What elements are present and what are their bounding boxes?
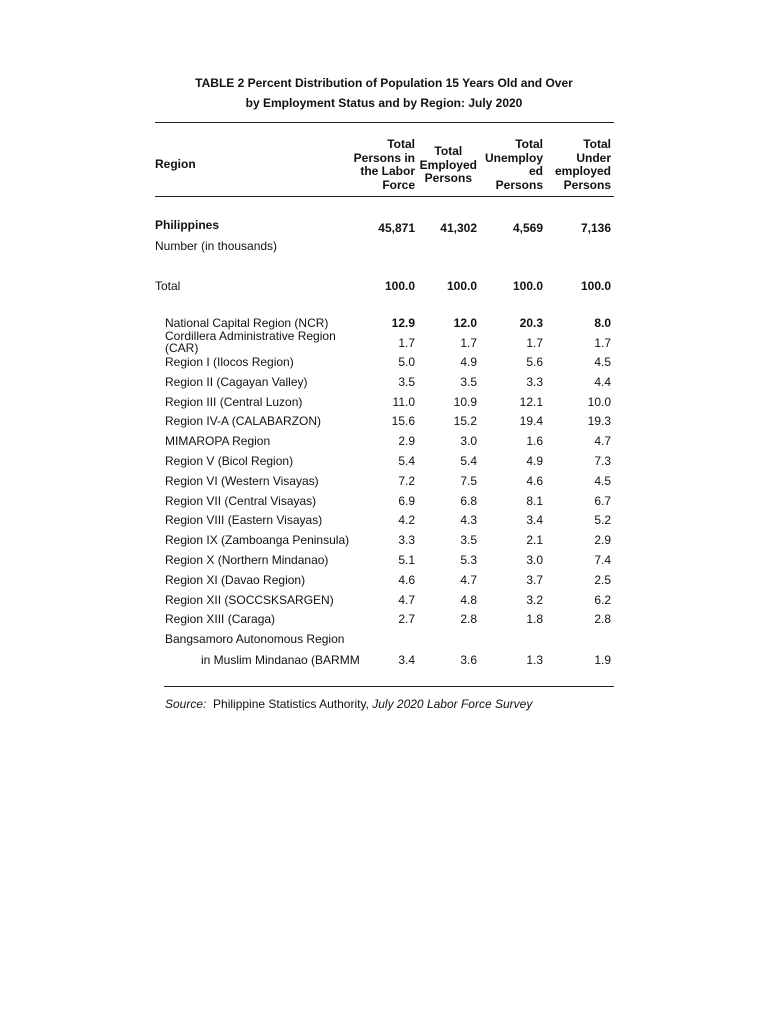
header-col-underemployed — [555, 138, 611, 192]
row-label: Region IX (Zamboanga Peninsula) — [165, 533, 350, 548]
row-label: Region V (Bicol Region) — [165, 454, 294, 468]
source-prefix: Source: — [165, 697, 207, 711]
cell-labor-force: 3.5 — [398, 374, 415, 389]
cell-employed: 5.4 — [460, 454, 477, 468]
table-row — [0, 355, 768, 373]
header-col2-line: Persons — [424, 171, 472, 185]
cell-employed: 2.8 — [460, 612, 477, 627]
cell-employed: 1.7 — [460, 336, 477, 350]
cell-underemployed: 6.7 — [594, 493, 611, 508]
cell-employed: 6.8 — [460, 493, 477, 508]
table-row — [0, 573, 768, 591]
cell-unemployed: 3.0 — [526, 553, 543, 567]
cell-labor-force: 3.4 — [398, 653, 415, 667]
cell-labor-force: 3.3 — [398, 533, 415, 548]
cell-unemployed: 3.3 — [526, 374, 543, 389]
cell-labor-force: 45,871 — [378, 221, 415, 235]
cell-unemployed: 4,569 — [512, 221, 543, 235]
header-col3-line: ed — [528, 164, 543, 178]
row-label: Region VI (Western Visayas) — [165, 473, 319, 488]
cell-employed: 41,302 — [440, 221, 477, 235]
cell-labor-force: 5.1 — [398, 553, 415, 567]
row-label: Region I (Ilocos Region) — [165, 355, 294, 369]
cell-labor-force: 6.9 — [398, 493, 415, 508]
table-row — [0, 593, 768, 611]
table-row — [0, 553, 768, 571]
cell-labor-force: 1.7 — [398, 336, 415, 350]
row-label: Region III (Central Luzon) — [165, 394, 303, 409]
row-label: Philippines — [155, 218, 220, 232]
cell-underemployed: 19.3 — [587, 414, 611, 429]
cell-unemployed: 1.8 — [526, 612, 543, 627]
table-row-ncr — [0, 316, 768, 334]
table-title-line2: by Employment Status and by Region: July 2020 — [245, 96, 523, 110]
cell-labor-force: 12.9 — [391, 316, 415, 330]
cell-labor-force: 5.0 — [398, 355, 415, 369]
cell-employed: 3.5 — [460, 374, 477, 389]
row-label: Region VII (Central Visayas) — [165, 493, 317, 508]
cell-underemployed: 2.9 — [594, 533, 611, 548]
table-row — [0, 612, 768, 630]
row-label: Region II (Cagayan Valley) — [165, 374, 308, 389]
header-col-unemployed — [485, 138, 543, 192]
cell-labor-force: 2.7 — [398, 612, 415, 627]
header-col1-line: the Labor — [360, 164, 415, 178]
table-row — [0, 375, 768, 393]
cell-underemployed: 8.0 — [594, 316, 611, 330]
top-rule — [155, 122, 614, 123]
cell-underemployed: 7.3 — [594, 454, 611, 468]
cell-employed: 4.3 — [460, 513, 477, 528]
table-row — [0, 454, 768, 472]
cell-employed: 3.0 — [460, 434, 477, 449]
header-col4-line: Under — [576, 150, 611, 165]
cell-labor-force: 15.6 — [391, 414, 415, 429]
header-col3-line: Total — [515, 137, 543, 151]
table-row — [0, 414, 768, 432]
table-title-line1: TABLE 2 Percent Distribution of Population 15 Years Old and Over — [195, 76, 573, 90]
bottom-rule — [164, 686, 614, 687]
number-unit-note: Number (in thousands) — [155, 239, 278, 253]
row-label: Region XIII (Caraga) — [165, 612, 276, 627]
table-row — [0, 533, 768, 551]
header-col-labor-force — [354, 138, 415, 192]
cell-underemployed: 4.5 — [594, 473, 611, 488]
header-col1-line: Total — [387, 137, 415, 151]
row-label: Region XI (Davao Region) — [165, 572, 306, 587]
cell-employed: 3.5 — [460, 533, 477, 548]
cell-unemployed: 12.1 — [519, 394, 543, 409]
table-row — [0, 513, 768, 531]
cell-employed: 4.7 — [460, 572, 477, 587]
cell-labor-force: 4.6 — [398, 572, 415, 587]
row-label: Region X (Northern Mindanao) — [165, 553, 329, 567]
header-col1-line: Force — [382, 177, 415, 192]
cell-underemployed: 4.7 — [594, 434, 611, 449]
cell-employed: 3.6 — [460, 653, 477, 667]
table-row — [0, 434, 768, 452]
cell-labor-force: 4.2 — [398, 513, 415, 528]
cell-labor-force: 5.4 — [398, 454, 415, 468]
header-col4-line: Total — [583, 137, 611, 151]
row-label: Region VIII (Eastern Visayas) — [165, 513, 323, 528]
row-label: National Capital Region (NCR) — [165, 316, 329, 330]
cell-employed: 10.9 — [453, 394, 477, 409]
cell-underemployed: 4.4 — [594, 374, 611, 389]
table-row-total — [0, 279, 768, 297]
car-label-line1: Cordillera Administrative Region — [165, 329, 336, 343]
header-col1-line: Persons in — [353, 150, 415, 165]
barmm-label-line1: Bangsamoro Autonomous Region — [165, 632, 345, 646]
table-row — [0, 474, 768, 492]
source-org: Philippine Statistics Authority, — [213, 697, 369, 711]
cell-labor-force: 100.0 — [384, 279, 415, 293]
cell-employed: 7.5 — [460, 473, 477, 488]
cell-labor-force: 11.0 — [392, 394, 415, 409]
cell-unemployed: 19.4 — [519, 414, 543, 429]
header-col4-line: Persons — [563, 177, 611, 192]
cell-labor-force: 7.2 — [398, 473, 415, 488]
cell-underemployed: 1.9 — [594, 653, 611, 667]
cell-underemployed: 6.2 — [594, 592, 611, 607]
cell-labor-force: 4.7 — [398, 592, 415, 607]
cell-underemployed: 5.2 — [594, 513, 611, 528]
cell-unemployed: 8.1 — [526, 493, 543, 508]
header-region: Region — [155, 157, 196, 171]
header-col3-line: Unemploy — [484, 150, 543, 165]
cell-unemployed: 100.0 — [512, 279, 543, 293]
cell-underemployed: 2.8 — [594, 612, 611, 627]
cell-employed: 4.9 — [460, 355, 477, 369]
row-label: MIMAROPA Region — [165, 434, 271, 449]
header-rule — [155, 196, 614, 197]
cell-underemployed: 1.7 — [594, 336, 611, 350]
header-col2-line: Employed — [419, 157, 477, 172]
table-row-car — [0, 336, 768, 354]
cell-employed: 4.8 — [460, 592, 477, 607]
source-note — [165, 697, 532, 711]
cell-unemployed: 2.1 — [526, 533, 543, 548]
cell-unemployed: 5.6 — [526, 355, 543, 369]
cell-underemployed: 2.5 — [594, 572, 611, 587]
header-col-employed — [420, 145, 477, 186]
header-col3-line: Persons — [495, 177, 543, 192]
cell-unemployed: 3.2 — [526, 592, 543, 607]
row-label: Region IV-A (CALABARZON) — [165, 414, 322, 429]
cell-employed: 15.2 — [453, 414, 477, 429]
cell-unemployed: 3.4 — [526, 513, 543, 528]
cell-unemployed: 1.6 — [526, 434, 543, 449]
source-survey: July 2020 Labor Force Survey — [372, 697, 533, 711]
car-label-line2: (CAR) — [165, 341, 199, 355]
table-row — [0, 494, 768, 512]
cell-underemployed: 7,136 — [580, 221, 611, 235]
table-row-philippines — [0, 218, 768, 236]
cell-unemployed: 1.7 — [526, 336, 543, 350]
table-row-barmm — [0, 653, 768, 671]
cell-unemployed: 1.3 — [526, 653, 543, 667]
row-label: Region XII (SOCCSKSARGEN) — [165, 592, 334, 607]
header-col2-line: Total — [434, 144, 463, 158]
cell-unemployed: 4.6 — [526, 473, 543, 488]
cell-underemployed: 100.0 — [580, 279, 611, 293]
cell-unemployed: 20.3 — [519, 316, 543, 330]
cell-labor-force: 2.9 — [398, 434, 415, 449]
cell-employed: 5.3 — [460, 553, 477, 567]
cell-underemployed: 10.0 — [587, 394, 611, 409]
header-col4-line: employed — [554, 164, 611, 178]
cell-underemployed: 7.4 — [594, 553, 611, 567]
row-label: Total — [155, 279, 181, 293]
cell-employed: 100.0 — [446, 279, 477, 293]
barmm-label-line2: in Muslim Mindanao (BARMM — [201, 653, 360, 667]
cell-underemployed: 4.5 — [594, 355, 611, 369]
table-row — [0, 395, 768, 413]
cell-unemployed: 3.7 — [526, 572, 543, 587]
cell-unemployed: 4.9 — [526, 454, 543, 468]
cell-employed: 12.0 — [453, 316, 477, 330]
